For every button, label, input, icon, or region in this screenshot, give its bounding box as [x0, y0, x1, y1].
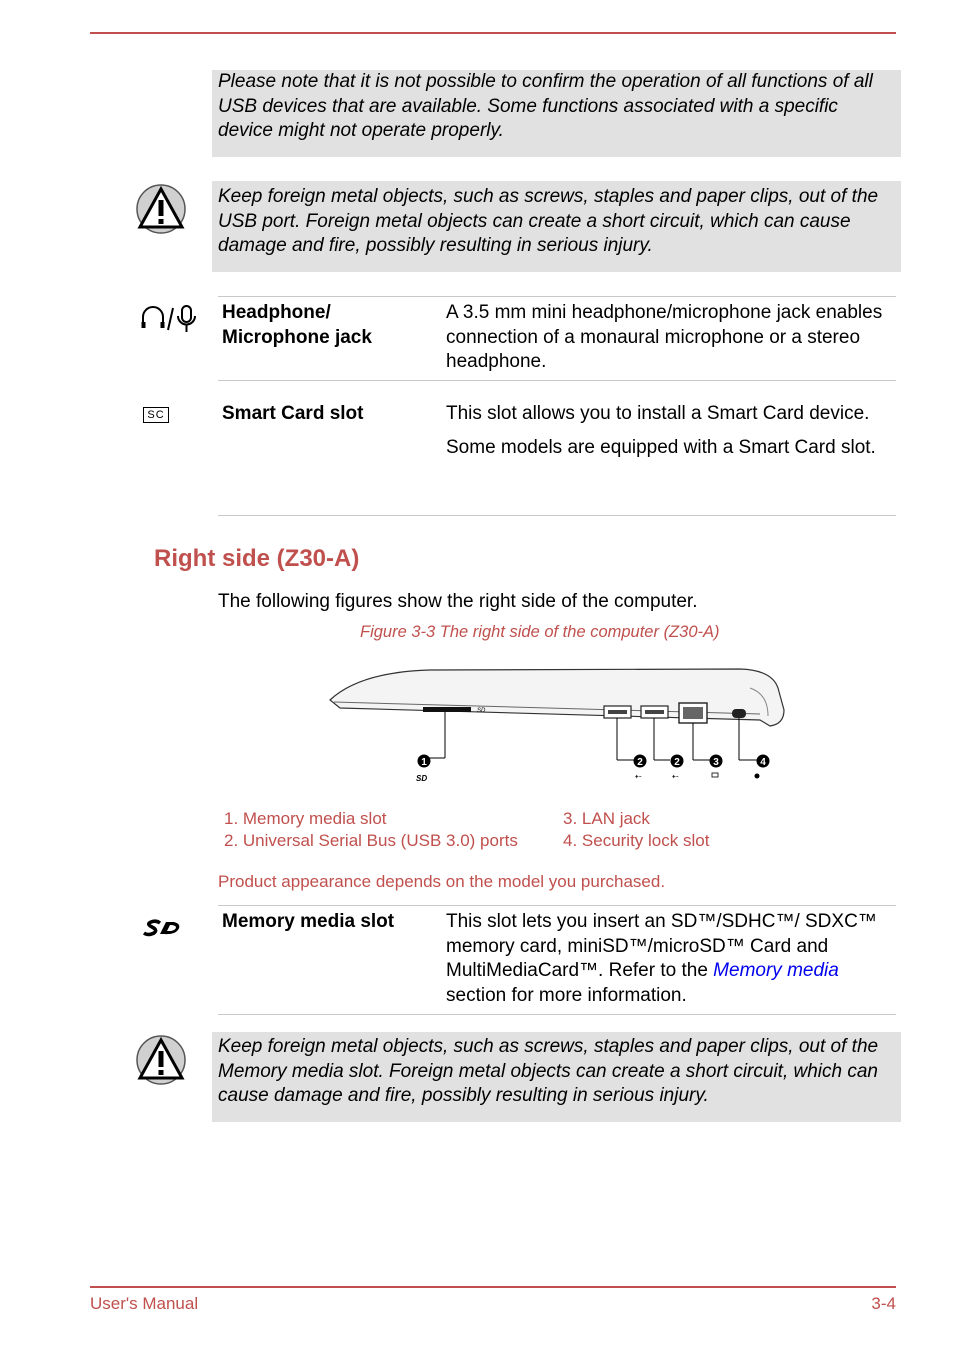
usb-warning-text: Keep foreign metal objects, such as screws, staples and paper clips, out of the USB port. Foreign metal objects can create a short circuit, which can cause damage and fire, possibly resulting in serious injury.: [218, 186, 879, 256]
sd-card-icon: [140, 918, 184, 938]
headphone-microphone-icon: [140, 302, 200, 336]
header-rule: [90, 32, 896, 34]
legend-item-4: 4. Security lock slot: [563, 831, 710, 850]
legend-col1: [224, 808, 518, 852]
memory-warning-text: Keep foreign metal objects, such as screws, staples and paper clips, out of the Memory media slot. Foreign metal objects can create a short circuit, which can cause damage and fire, possibly resulting in serious injury.: [218, 1036, 879, 1106]
svg-text:SD: SD: [416, 774, 428, 783]
callout-number-2: 2: [637, 757, 643, 768]
smart-card-icon: SC: [143, 407, 169, 423]
section-heading: Right side (Z30-A): [154, 545, 360, 572]
svg-text:SD: SD: [477, 708, 486, 714]
desc-headphone: A 3.5 mm mini headphone/microphone jack enables connection of a monaural microphone or a stereo headphone.: [446, 302, 883, 372]
section-intro: The following figures show the right side of the computer.: [218, 591, 698, 612]
memory-media-link[interactable]: Memory media: [713, 960, 839, 981]
callout-number-3: 2: [674, 757, 680, 768]
warning-icon: [134, 1034, 188, 1086]
usb-note-text: Please note that it is not possible to confirm the operation of all functions of all USB devices that are available. Some functions associated with a specific device might not operate properly.: [218, 71, 873, 141]
svg-text:⇠: ⇠: [672, 772, 679, 781]
legend-item-2: 2. Universal Serial Bus (USB 3.0) ports: [224, 831, 518, 850]
usb-note: [212, 70, 901, 157]
callout-group: [418, 755, 770, 769]
callout-number-5: 4: [760, 757, 766, 768]
svg-text:⇠: ⇠: [635, 772, 642, 781]
warning-icon: [134, 183, 188, 235]
desc-memory-media: This slot lets you insert an SD™/SDHC™/ SDXC™ memory card, miniSD™/microSD™ Card and MultiMediaCard™. Refer to the Memory media section for more information.: [446, 911, 877, 1006]
footer-right: 3-4: [871, 1294, 896, 1313]
table-row-smart-card: [218, 380, 896, 516]
usb-warning: [212, 181, 901, 272]
laptop-right-side-figure: [320, 660, 790, 790]
figure-caption: Figure 3-3 The right side of the computer (Z30-A): [360, 623, 720, 641]
term-memory-media: Memory media slot: [222, 911, 395, 932]
legend-item-3: 3. LAN jack: [563, 809, 650, 828]
table-row-headphone: [218, 296, 896, 381]
memory-warning: [212, 1032, 901, 1122]
legend-item-1: 1. Memory media slot: [224, 809, 387, 828]
desc-smart-card: This slot allows you to install a Smart Card device. Some models are equipped with a Smart Card slot.: [446, 403, 876, 458]
footer-left: User's Manual: [90, 1294, 199, 1313]
callout-number-1: 1: [421, 757, 427, 768]
term-smart-card: Smart Card slot: [222, 403, 364, 424]
appearance-note: Product appearance depends on the model you purchased.: [218, 872, 666, 891]
footer-rule: [90, 1286, 896, 1288]
callout-number-4: 3: [713, 757, 719, 768]
legend-col2: [563, 808, 709, 852]
table-row-memory-media: [218, 905, 896, 1015]
term-headphone: Headphone/ Microphone jack: [222, 302, 372, 348]
